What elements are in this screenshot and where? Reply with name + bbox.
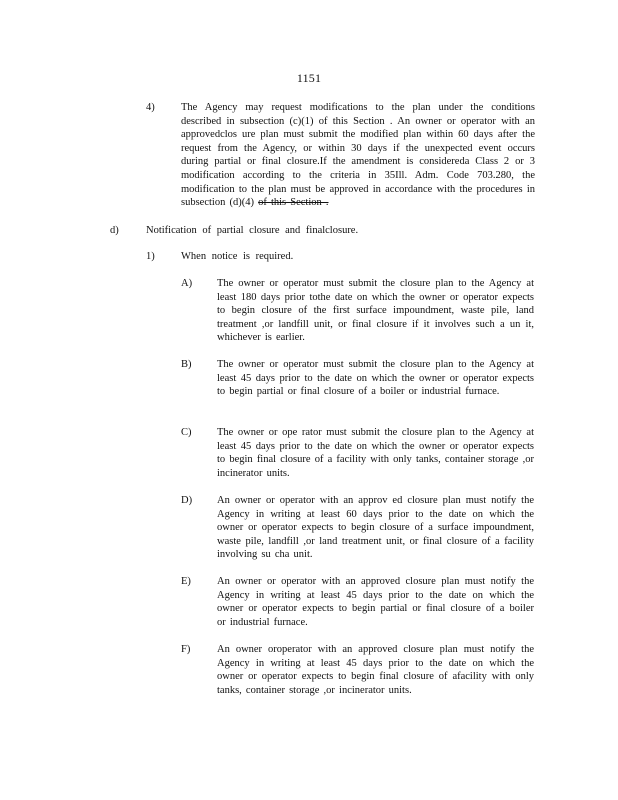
subitem-d-text: An owner or operator with an approv ed closure plan must notify the Agency in writing at least 60 days prior to the date on which the owner or operator expects to begin closure of a surface impoundment, waste pile, landfill ,or land treatment unit, or final closure of a facility involving su cha unit.	[217, 495, 534, 561]
item-4-struck-text: of this Section .	[258, 197, 329, 209]
subitem-a-text: The owner or operator must submit the closure plan to the Agency at least 180 days prior tothe date on which the owner or operator expects to begin closure of the first surface impoundment, waste pile, land treatment ,or landfill unit, or final closure if it involves such a un it, whichever is earlier.	[217, 278, 534, 344]
item-4-text: The Agency may request modifications to the plan under the conditions described in subsection (c)(1) of this Section . An owner or operator with an approvedclos ure plan must submit the modified plan within 60 days after the request from the Agency, or within 30 days if the unexpected event occurs during partial or final closure.If the amendment is considereda Class 2 or 3 modification according to the criteria in 35Ill. Adm. Code 703.280, the modification to the plan must be approved in accordance with the procedures in subsection (d)(4)	[181, 102, 535, 209]
subitem-b-label: B)	[181, 359, 192, 370]
page-number: 1151	[296, 71, 322, 85]
item-1-label: 1)	[146, 251, 155, 262]
subitem-d-label: D)	[181, 495, 193, 506]
subitem-c-label: C)	[181, 427, 192, 438]
item-4-label: 4)	[146, 102, 155, 113]
item-4-paragraph	[181, 101, 535, 210]
subitem-e-text: An owner or operator with an approved closure plan must notify the Agency in writing at least 45 days prior to the date on which the owner or operator expects to begin partial or final closure of a boiler or industrial furnace.	[217, 576, 534, 628]
subitem-c-text: The owner or ope rator must submit the closure plan to the Agency at least 45 days prior to the date on which the owner or operator expects to begin final closure of a facility with only tanks, container storage ,or incinerator units.	[217, 427, 534, 479]
section-d-label: d)	[110, 225, 119, 236]
subitem-b-text: The owner or operator must submit the closure plan to the Agency at least 45 days prior to the date on which the owner or operator expects to begin partial or final closure of a boiler or industrial furnace.	[217, 359, 534, 398]
subitem-f-label: F)	[181, 644, 191, 655]
subitem-e-label: E)	[181, 576, 191, 587]
subitem-a-label: A)	[181, 278, 193, 289]
subitem-f-text: An owner oroperator with an approved closure plan must notify the Agency in writing at least 45 days prior to the date on which the owner or operator expects to begin final closure of afacility with only tanks, container storage ,or incinerator units.	[217, 644, 534, 696]
item-1-heading: When notice is required.	[181, 251, 294, 262]
section-d-heading: Notification of partial closure and finalclosure.	[146, 225, 359, 236]
